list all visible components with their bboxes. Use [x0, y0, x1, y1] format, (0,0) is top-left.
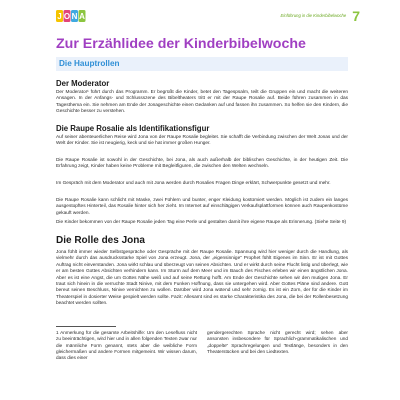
moderator-paragraph: Der Moderator¹ führt durch das Programm. Er begrüßt die Kinder, betet den Tagespsalm, teilt die Gruppen ein und macht die weiteren Ansagen. In der Anfangs- und Schlussszene des Bibeltheaters tritt er mit der Raupe Rosalie auf. Beide führen zusammen in das Tagesthema ein. Sie nehmen am Ende der Jonageschichte einen Gedanken auf und fassen ihn zusammen. So helfen sie den Kindern, die Geschichte besser zu verstehen.: [56, 90, 348, 115]
section-bar-label: Die Hauptrollen: [59, 59, 120, 68]
svg-text:O: O: [63, 12, 71, 21]
page-header: [281, 9, 360, 23]
jona-heading: Die Rolle des Jona: [56, 235, 145, 246]
raupe-paragraph-5: Die Kinder bekommen von der Raupe Rosalie jeden Tag eine Perle und gestalten damit ihre eigene Raupe als Erinnerung. (Siehe Seite 9): [56, 220, 347, 225]
footnote-left: 1 Anmerkung für die gesamte Arbeitshilfe: Um den Lesefluss nicht zu beeinträchtigen, wird hier und in allen folgenden Texten zwar nur die männliche Form genannt, stets aber die weibliche Form gleichermaßen und andere Formen mitgemeint. Wir wissen darum, dass dies einer: [56, 330, 197, 361]
jona-paragraph: Jona fühlt immer wieder Selbstgespräche oder Gespräche mit der Raupe Rosalie. Spannung wird hier weniger durch die Handlung, als vielmehr durch das ausdrucksstarke Spiel von Jona erzeugt. Jona, der „eigensinnige“ Prophet fühlt Eigenes im Sinn. Er ist mit Gottes Auftrag nicht einverstanden. Jona wirkt schlau und überzeugt von seinen Absichten. Und er wirkt durch seine Flucht listig und überlegt, wie er am besten Gottes Absichten verhindern kann. Im Sturm auf dem Meer und im Bauch des Fisches erleben wir einen ängstlichen Jona. Aber es ist eine Angst, die um Gottes Nähe weiß und auf seine Rettung hofft. Am Ende der Geschichte sehen wir den mutigen Jona. Er traut sich hinein in die verruchte Stadt Ninive, mit dem Funken Hoffnung, dass sie untergehen wird. Aber Gottes Pläne sind andere. Gott bereut seinen Beschluss, Ninive vernichten zu wollen. Darüber wird Jona wütend und sehr zornig. Es ist ein Zorn, der für die Kinder im Theaterspiel in dosierter Weise gespielt werden sollte. Fazit: Allesamt sind es starke Charakteristika des Jona, die bei der Rollenbesetzung beachtet werden sollten.: [56, 250, 348, 307]
raupe-paragraph-3: Im Gespräch mit dem Moderator und auch mit Jona werden durch Rosalies Fragen Dinge erklärt, Schwerpunkte gesetzt und mehr.: [56, 181, 331, 186]
raupe-paragraph-4: Die Raupe Rosalie kann schlicht mit Maske, zwei Fühlern und bunter, enger Kleidung kostümiert werden. Möglich ist zudem ein langes ausgestopftes Hinterteil, das Rosalie hinter sich her zieht. Im Internet auf einschlägigen Verkaufsplattformen können auch Raupenkostüme gekauft werden.: [56, 198, 348, 216]
moderator-heading: Der Moderator: [56, 79, 110, 88]
footnote-divider: [56, 326, 116, 327]
page-title: Zur Erzählidee der Kinderbibelwoche: [56, 36, 306, 52]
raupe-heading: Die Raupe Rosalie als Identifikationsfigur: [56, 124, 210, 133]
jona-logo: [56, 10, 86, 22]
svg-text:N: N: [71, 12, 78, 21]
running-head: Einführung in die Kinderbibelwoche: [280, 13, 347, 18]
svg-text:J: J: [57, 12, 62, 21]
section-bar: [56, 57, 348, 71]
svg-text:A: A: [79, 12, 85, 21]
page-number: 7: [352, 8, 360, 24]
raupe-paragraph-1: Auf seiner abenteuerlichen Reise wird Jona von der Raupe Rosalie begleitet. Sie schafft die Verbindung zwischen der Welt Jonas und der Welt der Kinder. Sie ist neugierig, keck und sie hat immer großen Hunger.: [56, 135, 348, 147]
raupe-paragraph-2: Die Raupe Rosalie ist sowohl in der Geschichte, bei Jona, als auch außerhalb der biblischen Geschichte, in der heutigen Zeit. Die Erfahrung zeigt, Kinder haben keine Probleme mit Begleitfiguren, die zwischen den Welten wechseln.: [56, 158, 348, 170]
footnote-right: gendergerechten Sprache nicht gerecht wird; sehen aber ansonsten insbesondere für Sprachlich-grammatikalischen und „doppelte“ Sprachregelungen und Textlänge, besonders in den Theaterstücken und bei den Liedtexten.: [207, 330, 348, 354]
